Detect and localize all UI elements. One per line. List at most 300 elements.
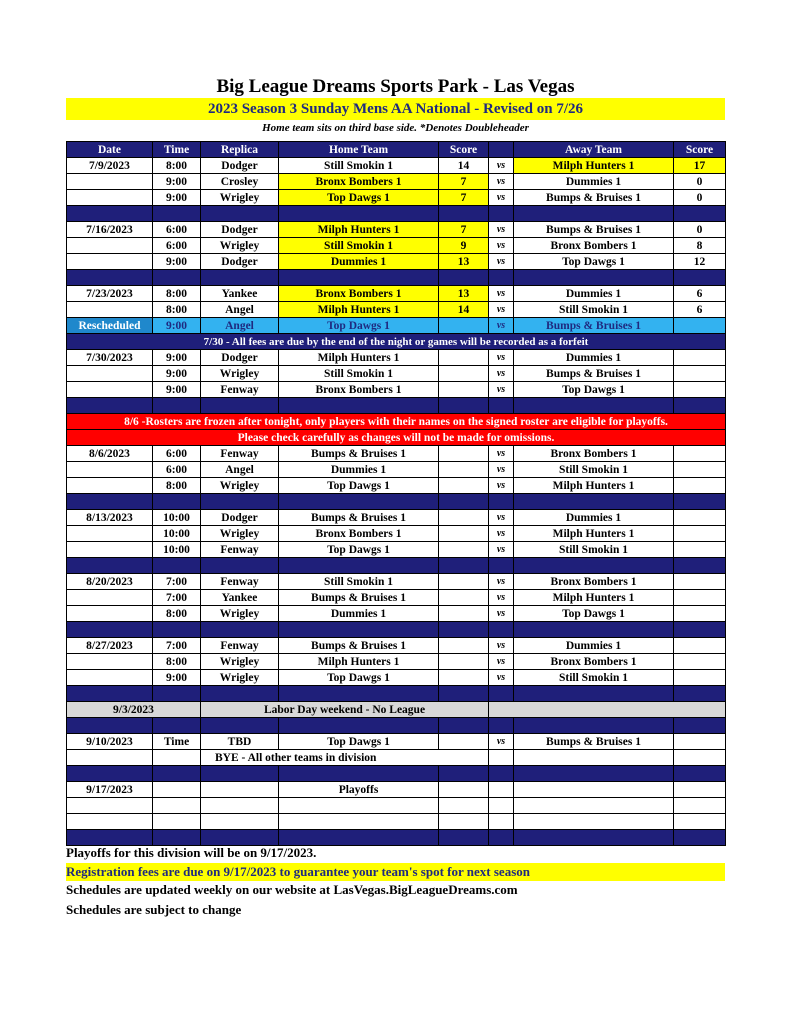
game-date — [67, 174, 153, 190]
vs-label: vs — [489, 254, 514, 270]
game-row — [67, 574, 726, 590]
game-time: 6:00 — [153, 222, 201, 238]
separator-cell — [674, 270, 726, 286]
separator-cell — [439, 622, 489, 638]
bye-text: BYE - All other teams in division — [201, 750, 489, 766]
vs-label: vs — [489, 590, 514, 606]
game-row — [67, 526, 726, 542]
separator-cell — [439, 830, 489, 846]
away-team: Milph Hunters 1 — [514, 478, 674, 494]
home-team: Still Smokin 1 — [279, 574, 439, 590]
game-replica: Wrigley — [201, 670, 279, 686]
away-team: Milph Hunters 1 — [514, 526, 674, 542]
roster-notice-2: Please check carefully as changes will not be made for omissions. — [67, 430, 726, 446]
empty-cell — [279, 798, 439, 814]
away-score: 12 — [674, 254, 726, 270]
home-score: 14 — [439, 158, 489, 174]
vs-label: vs — [489, 350, 514, 366]
home-team-note: Home team sits on third base side. *Denotes Doubleheader — [262, 122, 529, 134]
separator-cell — [201, 830, 279, 846]
game-row — [67, 366, 726, 382]
home-score — [439, 670, 489, 686]
game-date: 8/13/2023 — [67, 510, 153, 526]
separator-cell — [201, 206, 279, 222]
bye-row — [67, 750, 726, 766]
playoff-date: 9/17/2023 — [67, 782, 153, 798]
separator-cell — [67, 622, 153, 638]
separator-cell — [514, 718, 674, 734]
home-team: Top Dawgs 1 — [279, 734, 439, 750]
away-score — [674, 654, 726, 670]
vs-label: vs — [489, 318, 514, 334]
game-date: Rescheduled — [67, 318, 153, 334]
separator-cell — [67, 830, 153, 846]
game-time: 8:00 — [153, 606, 201, 622]
separator-cell — [489, 830, 514, 846]
empty-cell — [153, 782, 201, 798]
home-score — [439, 734, 489, 750]
home-score — [439, 350, 489, 366]
separator-cell — [674, 686, 726, 702]
separator-row — [67, 270, 726, 286]
vs-label: vs — [489, 238, 514, 254]
vs-label: vs — [489, 158, 514, 174]
separator-cell — [153, 270, 201, 286]
game-date: 8/6/2023 — [67, 446, 153, 462]
game-date: 7/30/2023 — [67, 350, 153, 366]
game-replica: Wrigley — [201, 190, 279, 206]
home-team: Still Smokin 1 — [279, 366, 439, 382]
empty-cell — [279, 814, 439, 830]
empty-cell — [439, 782, 489, 798]
game-date — [67, 590, 153, 606]
game-replica: Fenway — [201, 446, 279, 462]
away-team: Bumps & Bruises 1 — [514, 366, 674, 382]
game-date — [67, 670, 153, 686]
home-team: Top Dawgs 1 — [279, 190, 439, 206]
home-team: Bronx Bombers 1 — [279, 174, 439, 190]
separator-cell — [489, 622, 514, 638]
roster-notice-row — [67, 430, 726, 446]
game-row — [67, 478, 726, 494]
separator-cell — [279, 622, 439, 638]
vs-label: vs — [489, 606, 514, 622]
separator-cell — [153, 718, 201, 734]
empty-cell — [153, 814, 201, 830]
vs-label: vs — [489, 654, 514, 670]
home-score: 14 — [439, 302, 489, 318]
home-score: 7 — [439, 222, 489, 238]
home-score — [439, 318, 489, 334]
separator-row — [67, 830, 726, 846]
home-score — [439, 638, 489, 654]
away-score: 6 — [674, 302, 726, 318]
game-date — [67, 542, 153, 558]
home-team: Bumps & Bruises 1 — [279, 590, 439, 606]
away-score — [674, 350, 726, 366]
separator-cell — [279, 686, 439, 702]
game-date — [67, 654, 153, 670]
game-time: 10:00 — [153, 510, 201, 526]
home-score — [439, 590, 489, 606]
empty-cell — [67, 814, 153, 830]
away-team: Still Smokin 1 — [514, 670, 674, 686]
away-team: Top Dawgs 1 — [514, 254, 674, 270]
game-time: 8:00 — [153, 654, 201, 670]
empty-cell — [201, 814, 279, 830]
separator-cell — [67, 398, 153, 414]
separator-cell — [279, 558, 439, 574]
game-date — [67, 478, 153, 494]
away-team: Bumps & Bruises 1 — [514, 190, 674, 206]
empty-cell — [674, 814, 726, 830]
game-row — [67, 158, 726, 174]
vs-label: vs — [489, 542, 514, 558]
separator-cell — [201, 718, 279, 734]
game-time: 8:00 — [153, 302, 201, 318]
vs-label: vs — [489, 174, 514, 190]
game-row — [67, 446, 726, 462]
separator-cell — [439, 686, 489, 702]
page-subtitle: 2023 Season 3 Sunday Mens AA National - Revised on 7/26 — [66, 98, 725, 120]
game-row — [67, 190, 726, 206]
col-date: Date — [67, 142, 153, 158]
home-team: Bronx Bombers 1 — [279, 382, 439, 398]
away-score — [674, 366, 726, 382]
separator-cell — [153, 558, 201, 574]
separator-cell — [67, 766, 153, 782]
separator-cell — [514, 686, 674, 702]
separator-cell — [279, 494, 439, 510]
game-time: 7:00 — [153, 638, 201, 654]
home-team: Still Smokin 1 — [279, 238, 439, 254]
home-score — [439, 654, 489, 670]
vs-label: vs — [489, 462, 514, 478]
home-team: Top Dawgs 1 — [279, 542, 439, 558]
separator-cell — [514, 206, 674, 222]
home-team: Bronx Bombers 1 — [279, 526, 439, 542]
separator-cell — [674, 558, 726, 574]
labor-day-row — [67, 702, 726, 718]
away-score — [674, 462, 726, 478]
separator-row — [67, 718, 726, 734]
game-time: 9:00 — [153, 350, 201, 366]
separator-cell — [201, 558, 279, 574]
separator-cell — [674, 398, 726, 414]
away-team: Dummies 1 — [514, 174, 674, 190]
separator-cell — [439, 398, 489, 414]
home-team: Dummies 1 — [279, 606, 439, 622]
game-row — [67, 638, 726, 654]
empty-cell — [489, 814, 514, 830]
home-score — [439, 542, 489, 558]
separator-cell — [201, 622, 279, 638]
away-score — [674, 526, 726, 542]
game-time: 10:00 — [153, 526, 201, 542]
away-team: Bumps & Bruises 1 — [514, 318, 674, 334]
game-replica: Dodger — [201, 510, 279, 526]
roster-notice-row — [67, 414, 726, 430]
away-score — [674, 542, 726, 558]
home-team: Bumps & Bruises 1 — [279, 638, 439, 654]
col-replica: Replica — [201, 142, 279, 158]
empty-cell — [489, 782, 514, 798]
separator-cell — [279, 766, 439, 782]
home-score: 9 — [439, 238, 489, 254]
vs-label: vs — [489, 302, 514, 318]
separator-cell — [201, 766, 279, 782]
separator-row — [67, 686, 726, 702]
away-score — [674, 574, 726, 590]
game-time: 9:00 — [153, 174, 201, 190]
labor-empty — [489, 702, 726, 718]
away-team: Bronx Bombers 1 — [514, 574, 674, 590]
separator-cell — [674, 766, 726, 782]
game-date — [67, 302, 153, 318]
game-row — [67, 654, 726, 670]
separator-cell — [153, 622, 201, 638]
game-replica: Wrigley — [201, 606, 279, 622]
game-replica: Dodger — [201, 158, 279, 174]
game-replica: Fenway — [201, 542, 279, 558]
separator-cell — [153, 830, 201, 846]
fees-notice: 7/30 - All fees are due by the end of the night or games will be recorded as a forfeit — [67, 334, 726, 350]
away-score — [674, 670, 726, 686]
game-replica: Wrigley — [201, 478, 279, 494]
separator-cell — [439, 718, 489, 734]
separator-cell — [489, 718, 514, 734]
game-replica: Wrigley — [201, 366, 279, 382]
schedule-table — [66, 141, 726, 846]
vs-label: vs — [489, 190, 514, 206]
game-row — [67, 350, 726, 366]
game-time: 7:00 — [153, 574, 201, 590]
empty-cell — [153, 798, 201, 814]
bye-empty — [514, 750, 674, 766]
away-score — [674, 510, 726, 526]
footer-registration: Registration fees are due on 9/17/2023 to guarantee your team's spot for next season — [66, 863, 725, 881]
game-time: Time — [153, 734, 201, 750]
away-score — [674, 446, 726, 462]
separator-cell — [489, 686, 514, 702]
game-date — [67, 190, 153, 206]
vs-label: vs — [489, 734, 514, 750]
home-score — [439, 382, 489, 398]
home-score — [439, 462, 489, 478]
game-time: 6:00 — [153, 446, 201, 462]
separator-cell — [67, 494, 153, 510]
footer-website: Schedules are updated weekly on our website at LasVegas.BigLeagueDreams.com — [66, 882, 518, 897]
empty-cell — [201, 782, 279, 798]
game-replica: Dodger — [201, 350, 279, 366]
game-date: 8/27/2023 — [67, 638, 153, 654]
vs-label: vs — [489, 670, 514, 686]
game-time: 10:00 — [153, 542, 201, 558]
away-score — [674, 734, 726, 750]
game-date — [67, 606, 153, 622]
game-date: 9/10/2023 — [67, 734, 153, 750]
separator-row — [67, 622, 726, 638]
game-replica: Angel — [201, 302, 279, 318]
game-date — [67, 526, 153, 542]
vs-label: vs — [489, 510, 514, 526]
vs-label: vs — [489, 382, 514, 398]
away-score: 0 — [674, 174, 726, 190]
home-score: 13 — [439, 286, 489, 302]
empty-cell — [439, 814, 489, 830]
game-time: 7:00 — [153, 590, 201, 606]
home-team: Still Smokin 1 — [279, 158, 439, 174]
game-row — [67, 254, 726, 270]
home-team: Top Dawgs 1 — [279, 478, 439, 494]
separator-cell — [514, 766, 674, 782]
separator-row — [67, 558, 726, 574]
away-team: Milph Hunters 1 — [514, 590, 674, 606]
away-team: Milph Hunters 1 — [514, 158, 674, 174]
game-replica: TBD — [201, 734, 279, 750]
separator-cell — [153, 206, 201, 222]
game-row — [67, 302, 726, 318]
home-team: Top Dawgs 1 — [279, 670, 439, 686]
home-score — [439, 526, 489, 542]
home-score: 7 — [439, 174, 489, 190]
home-team: Bronx Bombers 1 — [279, 286, 439, 302]
separator-cell — [489, 558, 514, 574]
separator-cell — [201, 270, 279, 286]
home-score — [439, 446, 489, 462]
game-time: 9:00 — [153, 366, 201, 382]
game-date: 7/9/2023 — [67, 158, 153, 174]
separator-row — [67, 206, 726, 222]
game-date — [67, 366, 153, 382]
separator-cell — [67, 558, 153, 574]
away-score: 8 — [674, 238, 726, 254]
separator-cell — [514, 270, 674, 286]
game-time: 6:00 — [153, 238, 201, 254]
game-replica: Fenway — [201, 638, 279, 654]
vs-label: vs — [489, 638, 514, 654]
separator-row — [67, 398, 726, 414]
separator-cell — [674, 206, 726, 222]
separator-cell — [67, 206, 153, 222]
vs-label: vs — [489, 366, 514, 382]
col-away-score: Score — [674, 142, 726, 158]
game-replica: Angel — [201, 462, 279, 478]
game-row — [67, 670, 726, 686]
home-score — [439, 574, 489, 590]
away-score — [674, 478, 726, 494]
away-score: 17 — [674, 158, 726, 174]
col-away-team: Away Team — [514, 142, 674, 158]
vs-label: vs — [489, 478, 514, 494]
separator-cell — [67, 686, 153, 702]
home-score: 13 — [439, 254, 489, 270]
away-score — [674, 590, 726, 606]
away-score — [674, 382, 726, 398]
game-replica: Fenway — [201, 382, 279, 398]
home-team: Bumps & Bruises 1 — [279, 446, 439, 462]
empty-row — [67, 814, 726, 830]
away-team: Dummies 1 — [514, 350, 674, 366]
empty-cell — [514, 798, 674, 814]
separator-cell — [489, 398, 514, 414]
away-score: 0 — [674, 190, 726, 206]
separator-cell — [153, 766, 201, 782]
separator-cell — [674, 830, 726, 846]
separator-cell — [201, 494, 279, 510]
game-time: 6:00 — [153, 462, 201, 478]
game-time: 9:00 — [153, 382, 201, 398]
roster-notice-1: 8/6 -Rosters are frozen after tonight, only players with their names on the signed roster are eligible for playoffs. — [67, 414, 726, 430]
game-replica: Crosley — [201, 174, 279, 190]
empty-cell — [674, 782, 726, 798]
home-team: Dummies 1 — [279, 254, 439, 270]
away-team: Bronx Bombers 1 — [514, 654, 674, 670]
empty-cell — [489, 798, 514, 814]
away-team: Still Smokin 1 — [514, 302, 674, 318]
game-replica: Angel — [201, 318, 279, 334]
game-row — [67, 382, 726, 398]
game-replica: Yankee — [201, 286, 279, 302]
home-score — [439, 606, 489, 622]
col-vs — [489, 142, 514, 158]
game-replica: Yankee — [201, 590, 279, 606]
away-score: 6 — [674, 286, 726, 302]
away-team: Bumps & Bruises 1 — [514, 734, 674, 750]
separator-cell — [67, 270, 153, 286]
game-replica: Wrigley — [201, 654, 279, 670]
separator-cell — [489, 206, 514, 222]
game-replica: Fenway — [201, 574, 279, 590]
game-row — [67, 606, 726, 622]
separator-cell — [489, 766, 514, 782]
vs-label: vs — [489, 446, 514, 462]
game-row — [67, 734, 726, 750]
vs-label: vs — [489, 574, 514, 590]
away-team: Still Smokin 1 — [514, 462, 674, 478]
game-row — [67, 174, 726, 190]
separator-cell — [279, 270, 439, 286]
bye-empty — [674, 750, 726, 766]
separator-cell — [514, 830, 674, 846]
empty-cell — [67, 798, 153, 814]
away-score — [674, 638, 726, 654]
game-time: 9:00 — [153, 318, 201, 334]
fees-notice-row — [67, 334, 726, 350]
home-team: Bumps & Bruises 1 — [279, 510, 439, 526]
footer-subject-to-change: Schedules are subject to change — [66, 902, 242, 917]
game-date: 7/16/2023 — [67, 222, 153, 238]
separator-cell — [201, 686, 279, 702]
empty-row — [67, 798, 726, 814]
separator-cell — [674, 494, 726, 510]
game-row — [67, 590, 726, 606]
game-replica: Wrigley — [201, 526, 279, 542]
separator-cell — [439, 206, 489, 222]
playoff-row — [67, 782, 726, 798]
away-team: Dummies 1 — [514, 510, 674, 526]
separator-cell — [153, 686, 201, 702]
empty-cell — [674, 798, 726, 814]
away-team: Top Dawgs 1 — [514, 606, 674, 622]
game-row — [67, 238, 726, 254]
separator-cell — [514, 558, 674, 574]
game-row — [67, 318, 726, 334]
empty-cell — [514, 782, 674, 798]
bye-empty — [67, 750, 153, 766]
bye-empty — [153, 750, 201, 766]
playoff-text: Playoffs — [279, 782, 439, 798]
